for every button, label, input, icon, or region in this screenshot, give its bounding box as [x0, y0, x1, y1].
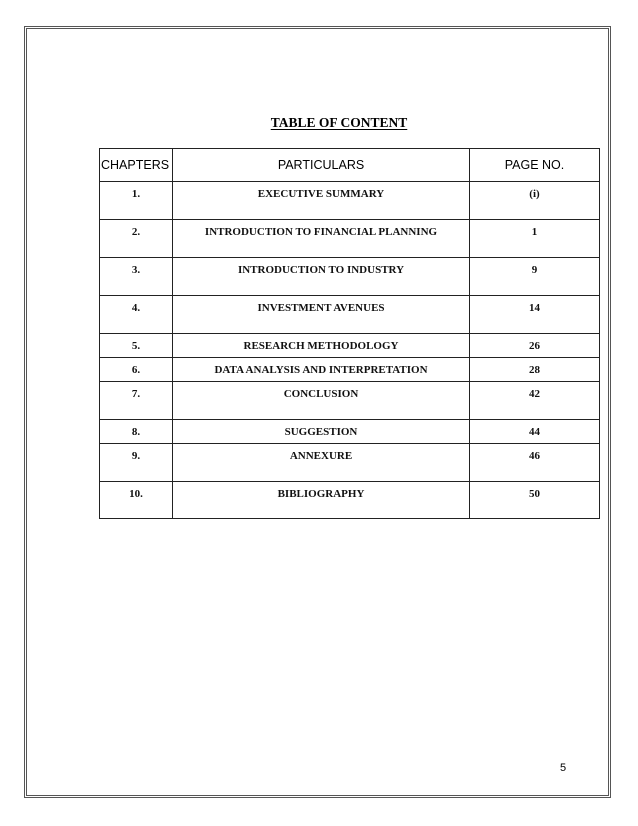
table-row [100, 220, 600, 258]
particular-cell: CONCLUSION [173, 382, 470, 420]
particular-cell: INVESTMENT AVENUES [173, 296, 470, 334]
page-cell: (i) [470, 182, 600, 220]
table-row [100, 420, 600, 444]
table-row [100, 182, 600, 220]
particular-cell: EXECUTIVE SUMMARY [173, 182, 470, 220]
page-cell: 28 [470, 358, 600, 382]
table-row [100, 444, 600, 482]
chapter-cell: 6. [100, 358, 173, 382]
table-header-row [100, 149, 600, 182]
chapter-cell: 7. [100, 382, 173, 420]
table-row [100, 296, 600, 334]
page-cell: 42 [470, 382, 600, 420]
page-number: 5 [560, 762, 567, 774]
table-row [100, 358, 600, 382]
particular-cell: ANNEXURE [173, 444, 470, 482]
particular-cell: INTRODUCTION TO INDUSTRY [173, 258, 470, 296]
header-page-no: PAGE NO. [470, 149, 600, 182]
toc-table [99, 148, 600, 519]
chapter-cell: 8. [100, 420, 173, 444]
chapter-cell: 10. [100, 482, 173, 519]
particular-cell: DATA ANALYSIS AND INTERPRETATION [173, 358, 470, 382]
chapter-cell: 5. [100, 334, 173, 358]
chapter-cell: 1. [100, 182, 173, 220]
particular-cell: SUGGESTION [173, 420, 470, 444]
table-row [100, 382, 600, 420]
table-row [100, 482, 600, 519]
page-cell: 50 [470, 482, 600, 519]
table-row [100, 334, 600, 358]
page-cell: 44 [470, 420, 600, 444]
page-title: TABLE OF CONTENT [270, 115, 408, 130]
chapter-cell: 3. [100, 258, 173, 296]
page-cell: 14 [470, 296, 600, 334]
particular-cell: BIBLIOGRAPHY [173, 482, 470, 519]
page-cell: 26 [470, 334, 600, 358]
particular-cell: RESEARCH METHODOLOGY [173, 334, 470, 358]
particular-cell: INTRODUCTION TO FINANCIAL PLANNING [173, 220, 470, 258]
chapter-cell: 2. [100, 220, 173, 258]
page-cell: 1 [470, 220, 600, 258]
header-particulars: PARTICULARS [173, 149, 470, 182]
table-row [100, 258, 600, 296]
page-cell: 9 [470, 258, 600, 296]
page-cell: 46 [470, 444, 600, 482]
chapter-cell: 9. [100, 444, 173, 482]
chapter-cell: 4. [100, 296, 173, 334]
header-chapters: CHAPTERS [100, 149, 173, 182]
